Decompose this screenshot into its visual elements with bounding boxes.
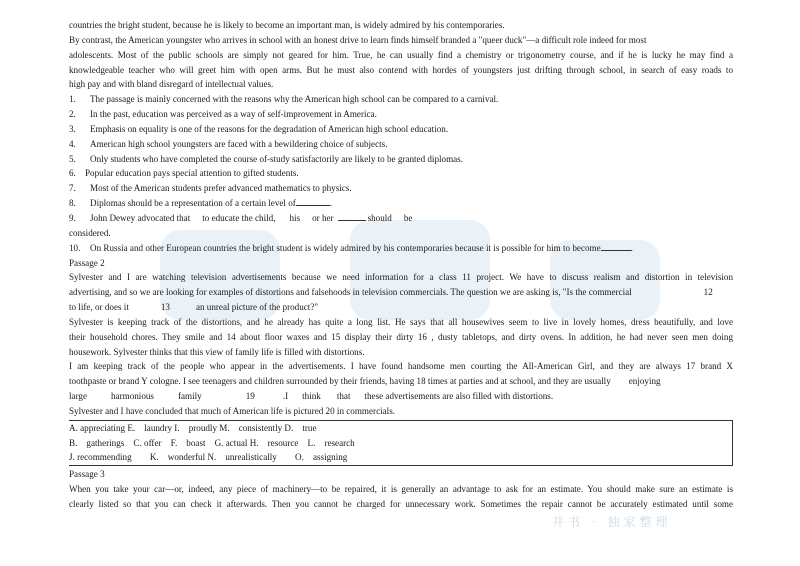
- answer-blank[interactable]: [338, 211, 366, 221]
- question-8: 8. Diplomas should be a representation of a certain level of .: [69, 198, 333, 209]
- passage2-line: their household chores. They smile and 14 about floor waxes and 15 display their dirty 16 , dusty tabletops, and dirty ovens. In addition, he had never seen men doing: [69, 331, 733, 342]
- question-3: 3. Emphasis on equality is one of the reasons for the degradation of American high school education.: [69, 123, 449, 134]
- passage2-title: Passage 2: [69, 257, 105, 268]
- passage2-line: toothpaste or brand Y cologne. I see teenagers and children surrounded by their friends, having 18 times at parties and at school, and they are usually enjoying: [69, 376, 661, 387]
- passage1-line: knowledgeable teacher who will greet him with open arms. But he must also contend with hordes of youngsters just drifting through school, in search of easy roads to: [69, 64, 733, 75]
- passage2-line: Sylvester and I are watching television advertisements because we need information for a class 11 project. We have to discuss realism and distortion in television: [69, 272, 733, 283]
- question-4: 4. American high school youngsters are faced with a bewildering choice of subjects.: [69, 138, 388, 149]
- question-7: 7. Most of the American students prefer advanced mathematics to physics.: [69, 183, 352, 194]
- passage1-line: countries the bright student, because he is likely to become an important man, is widely admired by his contemporaries.: [69, 20, 505, 30]
- passage3-title: Passage 3: [69, 469, 105, 480]
- answer-blank[interactable]: [601, 241, 631, 251]
- passage1-line: By contrast, the American youngster who arrives in school with an honest drive to learn finds himself branded a "queer duck"—a difficult role indeed for most: [69, 34, 647, 45]
- answer-blank[interactable]: [296, 196, 330, 206]
- passage2-line: Sylvester is keeping track of the distortions, and he already has quite a long list. He says that all housewives seem to live in lovely homes, dress beautifully, and love: [69, 316, 733, 327]
- word-bank-row: A. appreciating E. laundry I. proudly M. consistently D. true: [69, 422, 317, 433]
- passage2-line: advertising, and so we are looking for examples of distortions and falsehoods in television commercials. The question we are asking is, "Is the commercial 12: [69, 287, 713, 298]
- passage2-line: Sylvester and I have concluded that much of American life is pictured 20 in commercials.: [69, 405, 396, 416]
- word-bank-box: [69, 420, 733, 467]
- question-1: 1. The passage is mainly concerned with the reasons why the American high school can be compared to a carnival.: [69, 94, 499, 105]
- question-9-continued: considered.: [69, 227, 111, 238]
- passage3-line: When you take your car—or, indeed, any piece of machinery—to be repaired, it is generally an advantage to ask for an estimate. You should make sure an estimate is: [69, 484, 733, 495]
- watermark-footer: 井书 · 独家整理: [552, 515, 672, 529]
- document-page: [69, 18, 733, 512]
- passage1-line: high pay and with bland disregard of intellectual values.: [69, 79, 274, 90]
- question-9: 9. John Dewey advocated that to educate the child, his or her should be: [69, 212, 413, 223]
- word-bank-row: J. recommending K. wonderful N. unrealistically O. assigning: [69, 452, 348, 463]
- question-6: 6. Popular education pays special attention to gifted students.: [69, 168, 299, 179]
- question-2: 2. In the past, education was perceived as a way of self-improvement in America.: [69, 109, 377, 120]
- passage3-line: clearly listed so that you can check it afterwards. Then you cannot be charged for unnecessary work. Sometimes the repair cannot be accurately estimated until some: [69, 499, 733, 509]
- passage2-line: to life, or does it 13 an unreal picture of the product?": [69, 302, 319, 313]
- question-10: 10. On Russia and other European countries the bright student is widely admired by his contemporaries because it is possible for him to become .: [69, 242, 633, 253]
- passage2-line: I am keeping track of the people who appear in the advertisements. I have found handsome men courting the All-American Girl, and they are always 17 brand X: [69, 361, 733, 372]
- word-bank-row: B. gatherings C. offer F. boast G. actual H. resource L. research: [69, 437, 355, 448]
- passage1-line: adolescents. Most of the public schools are simply not geared for him. True, he can usually find a chemistry or trigonometry course, and if he is lucky he may find a: [69, 49, 733, 60]
- passage2-line: large harmonious family 19 .I think that these advertisements are also filled with distortions.: [69, 391, 554, 402]
- passage2-line: housework. Sylvester thinks that this view of family life is filled with distortions.: [69, 346, 365, 357]
- question-5: 5. Only students who have completed the course of-study satisfactorily are likely to be granted diplomas.: [69, 153, 463, 164]
